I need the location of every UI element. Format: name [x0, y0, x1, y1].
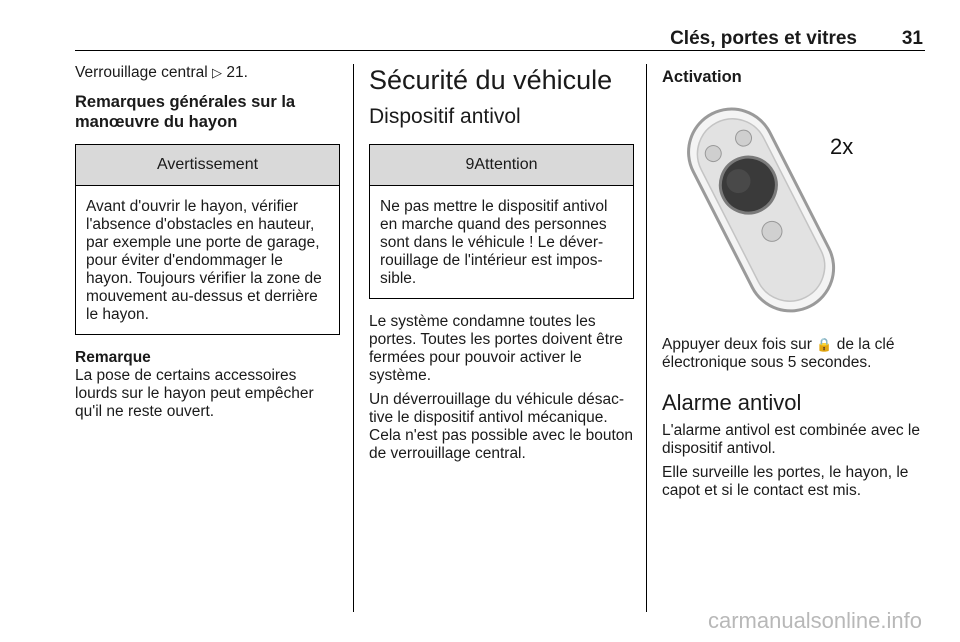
- page-header: [75, 28, 925, 51]
- column-divider: [353, 64, 354, 612]
- paragraph: Elle surveille les portes, le hayon, le capot et si le contact est mis.: [662, 464, 909, 499]
- warning-title: Avertissement: [76, 145, 339, 186]
- column-middle: [369, 64, 634, 469]
- warning-box: [75, 144, 340, 335]
- key-fob-figure: [662, 94, 927, 320]
- alarm-heading: Alarme antivol: [662, 390, 802, 415]
- subsection-heading: Dispositif antivol: [369, 105, 521, 128]
- column-divider: [646, 64, 647, 612]
- column-right: [662, 64, 927, 506]
- chapter-section-heading: Sécurité du véhicule: [369, 65, 613, 95]
- page-reference-arrow-icon: ▷: [212, 65, 223, 80]
- paragraph: Un déverrouillage du véhicule désac-tive le dispositif antivol mécanique. Cela n'est pas possible avec le bouton de verrouillage central.: [369, 391, 634, 462]
- note-title: Remarque: [75, 349, 151, 366]
- activation-heading: Activation: [662, 68, 742, 86]
- key-fob-illustration: [662, 94, 927, 320]
- cross-reference: Verrouillage central ▷ 21.: [75, 64, 248, 81]
- lock-icon: 🔒: [816, 337, 833, 352]
- paragraph: Le système condamne toutes les portes. Toutes les portes doivent être fermées pour pouvoir activer le système.: [369, 313, 623, 384]
- chapter-title: Clés, portes et vitres: [670, 28, 857, 49]
- section-heading: Remarques générales sur la manœuvre du hayon: [75, 93, 296, 131]
- column-left: [75, 64, 340, 421]
- caution-box: [369, 144, 634, 299]
- watermark: carmanualsonline.info: [707, 608, 922, 633]
- caution-symbol: 9: [465, 156, 475, 173]
- instruction: Appuyer deux fois sur 🔒 de la clé électronique sous 5 secondes.: [662, 336, 895, 371]
- page-number: 31: [901, 28, 923, 49]
- press-twice-label: 2x: [830, 134, 854, 159]
- note: [75, 349, 340, 421]
- note-body: La pose de certains accessoires lourds sur le hayon peut empêcher qu'il ne reste ouvert.: [75, 367, 314, 420]
- caution-body: Ne pas mettre le dispositif antivol en marche quand des personnes sont dans le véhicule ! Le déver-rouillage de l'intérieur est impos-sible.: [380, 198, 608, 287]
- warning-body: Avant d'ouvrir le hayon, vérifier l'absence d'obstacles en hauteur, par exemple une porte de garage, pour éviter d'endommager le hayon. Toujours vérifier la zone de mouvement au-dessus et derrière le hayon.: [86, 198, 322, 323]
- paragraph: L'alarme antivol est combinée avec le dispositif antivol.: [662, 422, 920, 457]
- caution-title: 9Attention: [370, 145, 633, 186]
